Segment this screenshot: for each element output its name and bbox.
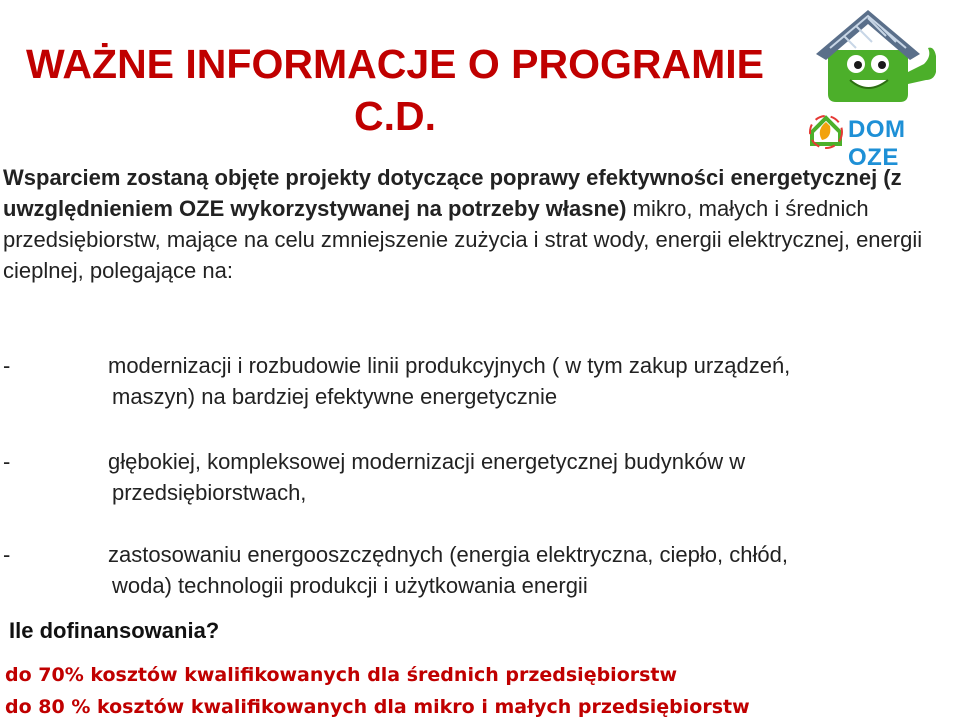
bullet-dash: - — [3, 353, 11, 378]
bullet-dash: - — [3, 449, 11, 474]
intro-regular: mikro, małych i średnich przedsiębiorstw, mające na celu zmniejszenie zużycia i strat wody, energii elektrycznej, energii cieplnej, polegające na: — [3, 196, 923, 283]
list-item — [3, 446, 943, 508]
bullet-line-2: woda) technologii produkcji i użytkowania energii — [112, 573, 588, 598]
bullet-text — [108, 539, 943, 601]
title-line-1: WAŻNE INFORMACJE O PROGRAMIE — [25, 41, 765, 87]
logo-text: DOM OZE — [848, 116, 906, 171]
bullet-dash: - — [3, 542, 11, 567]
bullet-line-2: przedsiębiorstwach, — [112, 480, 307, 505]
intro-paragraph — [3, 162, 933, 286]
bullet-line-1: modernizacji i rozbudowie linii produkcyjnych ( w tym zakup urządzeń, — [108, 353, 791, 378]
funding-line-medium: do 70% kosztów kwalifikowanych dla średnich przedsiębiorstw — [5, 664, 678, 686]
funding-line-micro-small: do 80 % kosztów kwalifikowanych dla mikro i małych przedsiębiorstw — [5, 696, 750, 718]
title-line-2: C.D. — [354, 93, 436, 139]
funding-question: Ile dofinansowania? — [9, 618, 220, 643]
dom-oze-logo — [800, 2, 960, 171]
bullet-line-1: zastosowaniu energooszczędnych (energia elektryczna, ciepło, chłód, — [108, 542, 788, 567]
page-title — [0, 38, 790, 142]
list-item — [3, 350, 943, 412]
bullet-text — [108, 446, 943, 508]
bullet-text — [108, 350, 943, 412]
bullet-line-1: głębokiej, kompleksowej modernizacji energetycznej budynków w — [108, 449, 746, 474]
intro-bold: Wsparciem zostaną objęte projekty dotyczące poprawy efektywności energetycznej (z uwzględnieniem OZE wykorzystywanej na potrzeby własne) — [3, 165, 902, 221]
bullet-line-2: maszyn) na bardziej efektywne energetycznie — [112, 384, 558, 409]
list-item — [3, 539, 943, 601]
